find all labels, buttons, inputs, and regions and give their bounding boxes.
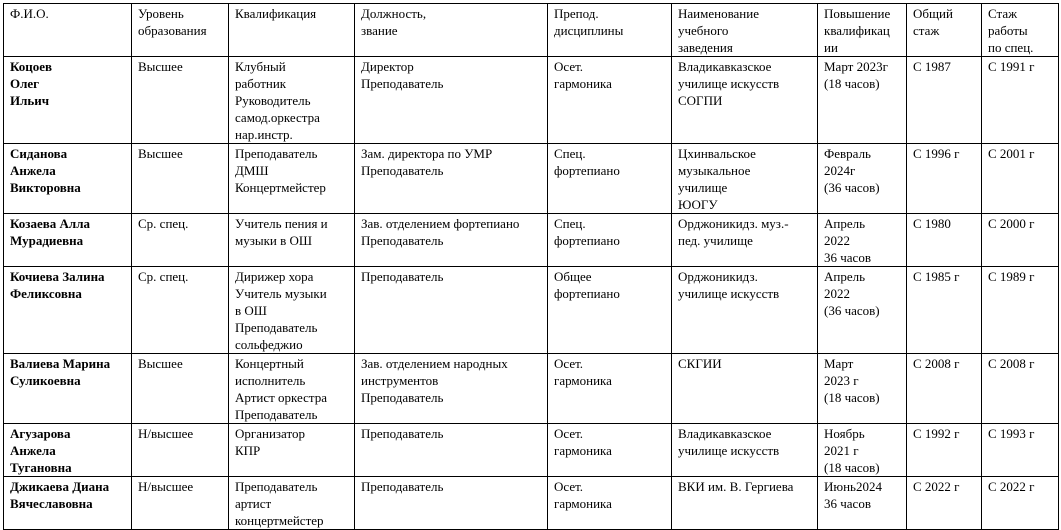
cell-education: Высшее bbox=[132, 57, 229, 144]
cell-qualification: Концертный исполнитель Артист оркестра Преподаватель bbox=[229, 354, 355, 424]
cell-qualification: Клубный работник Руководитель самод.оркестра нар.инстр. bbox=[229, 57, 355, 144]
cell-position: Зам. директора по УМР Преподаватель bbox=[355, 144, 548, 214]
table-row bbox=[4, 57, 1059, 144]
cell-education: Н/высшее bbox=[132, 477, 229, 530]
cell-institution: Цхинвальское музыкальное училище ЮОГУ bbox=[672, 144, 818, 214]
cell-education: Ср. спец. bbox=[132, 214, 229, 267]
cell-specialty-experience: С 1989 г bbox=[982, 267, 1059, 354]
cell-qualification: Организатор КПР bbox=[229, 424, 355, 477]
header-fio: Ф.И.О. bbox=[4, 4, 132, 57]
cell-position: Преподаватель bbox=[355, 477, 548, 530]
cell-total-experience: С 2022 г bbox=[907, 477, 982, 530]
cell-training: Апрель 2022 (36 часов) bbox=[818, 267, 907, 354]
cell-disciplines: Осет. гармоника bbox=[548, 477, 672, 530]
cell-position: Директор Преподаватель bbox=[355, 57, 548, 144]
cell-name: Валиева Марина Суликоевна bbox=[4, 354, 132, 424]
cell-position: Зав. отделением фортепиано Преподаватель bbox=[355, 214, 548, 267]
cell-name: Агузарова Анжела Тугановна bbox=[4, 424, 132, 477]
cell-education: Высшее bbox=[132, 354, 229, 424]
cell-name: Коцоев Олег Ильич bbox=[4, 57, 132, 144]
cell-institution: СКГИИ bbox=[672, 354, 818, 424]
cell-institution: Орджоникидз. муз.- пед. училище bbox=[672, 214, 818, 267]
cell-specialty-experience: С 2008 г bbox=[982, 354, 1059, 424]
cell-specialty-experience: С 1993 г bbox=[982, 424, 1059, 477]
table-row bbox=[4, 354, 1059, 424]
cell-total-experience: С 2008 г bbox=[907, 354, 982, 424]
header-position: Должность, звание bbox=[355, 4, 548, 57]
cell-training: Март 2023г (18 часов) bbox=[818, 57, 907, 144]
header-qualification: Квалификация bbox=[229, 4, 355, 57]
cell-education: Ср. спец. bbox=[132, 267, 229, 354]
table-row bbox=[4, 477, 1059, 530]
cell-qualification: Дирижер хора Учитель музыки в ОШ Преподаватель сольфеджио bbox=[229, 267, 355, 354]
table-row bbox=[4, 214, 1059, 267]
header-institution: Наименование учебного заведения bbox=[672, 4, 818, 57]
cell-total-experience: С 1992 г bbox=[907, 424, 982, 477]
cell-specialty-experience: С 2000 г bbox=[982, 214, 1059, 267]
header-disciplines: Препод. дисциплины bbox=[548, 4, 672, 57]
header-row bbox=[4, 4, 1059, 57]
cell-position: Преподаватель bbox=[355, 267, 548, 354]
table-row bbox=[4, 144, 1059, 214]
header-education: Уровень образования bbox=[132, 4, 229, 57]
cell-specialty-experience: С 1991 г bbox=[982, 57, 1059, 144]
cell-training: Апрель 2022 36 часов bbox=[818, 214, 907, 267]
cell-specialty-experience: С 2001 г bbox=[982, 144, 1059, 214]
cell-training: Февраль 2024г (36 часов) bbox=[818, 144, 907, 214]
cell-name: Джикаева Диана Вячеславовна bbox=[4, 477, 132, 530]
cell-training: Июнь2024 36 часов bbox=[818, 477, 907, 530]
cell-specialty-experience: С 2022 г bbox=[982, 477, 1059, 530]
cell-disciplines: Спец. фортепиано bbox=[548, 144, 672, 214]
cell-total-experience: С 1980 bbox=[907, 214, 982, 267]
cell-education: Н/высшее bbox=[132, 424, 229, 477]
header-total-experience: Общий стаж bbox=[907, 4, 982, 57]
table-row bbox=[4, 267, 1059, 354]
cell-disciplines: Общее фортепиано bbox=[548, 267, 672, 354]
cell-institution: ВКИ им. В. Гергиева bbox=[672, 477, 818, 530]
cell-qualification: Преподаватель ДМШ Концертмейстер bbox=[229, 144, 355, 214]
cell-institution: Владикавказское училище искусств bbox=[672, 424, 818, 477]
cell-disciplines: Осет. гармоника bbox=[548, 354, 672, 424]
cell-position: Зав. отделением народных инструментов Преподаватель bbox=[355, 354, 548, 424]
cell-position: Преподаватель bbox=[355, 424, 548, 477]
table-row bbox=[4, 424, 1059, 477]
cell-disciplines: Осет. гармоника bbox=[548, 424, 672, 477]
cell-disciplines: Осет. гармоника bbox=[548, 57, 672, 144]
cell-training: Ноябрь 2021 г (18 часов) bbox=[818, 424, 907, 477]
cell-institution: Владикавказское училище искусств СОГПИ bbox=[672, 57, 818, 144]
cell-total-experience: С 1985 г bbox=[907, 267, 982, 354]
cell-disciplines: Спец. фортепиано bbox=[548, 214, 672, 267]
header-training: Повышение квалификац ии bbox=[818, 4, 907, 57]
cell-qualification: Учитель пения и музыки в ОШ bbox=[229, 214, 355, 267]
header-specialty-experience: Стаж работы по спец. bbox=[982, 4, 1059, 57]
cell-qualification: Преподаватель артист концертмейстер bbox=[229, 477, 355, 530]
cell-name: Сиданова Анжела Викторовна bbox=[4, 144, 132, 214]
cell-training: Март 2023 г (18 часов) bbox=[818, 354, 907, 424]
cell-total-experience: С 1996 г bbox=[907, 144, 982, 214]
cell-name: Кочиева Залина Феликсовна bbox=[4, 267, 132, 354]
cell-institution: Орджоникидз. училище искусств bbox=[672, 267, 818, 354]
cell-education: Высшее bbox=[132, 144, 229, 214]
cell-name: Козаева Алла Мурадиевна bbox=[4, 214, 132, 267]
staff-table bbox=[3, 3, 1059, 530]
cell-total-experience: С 1987 bbox=[907, 57, 982, 144]
